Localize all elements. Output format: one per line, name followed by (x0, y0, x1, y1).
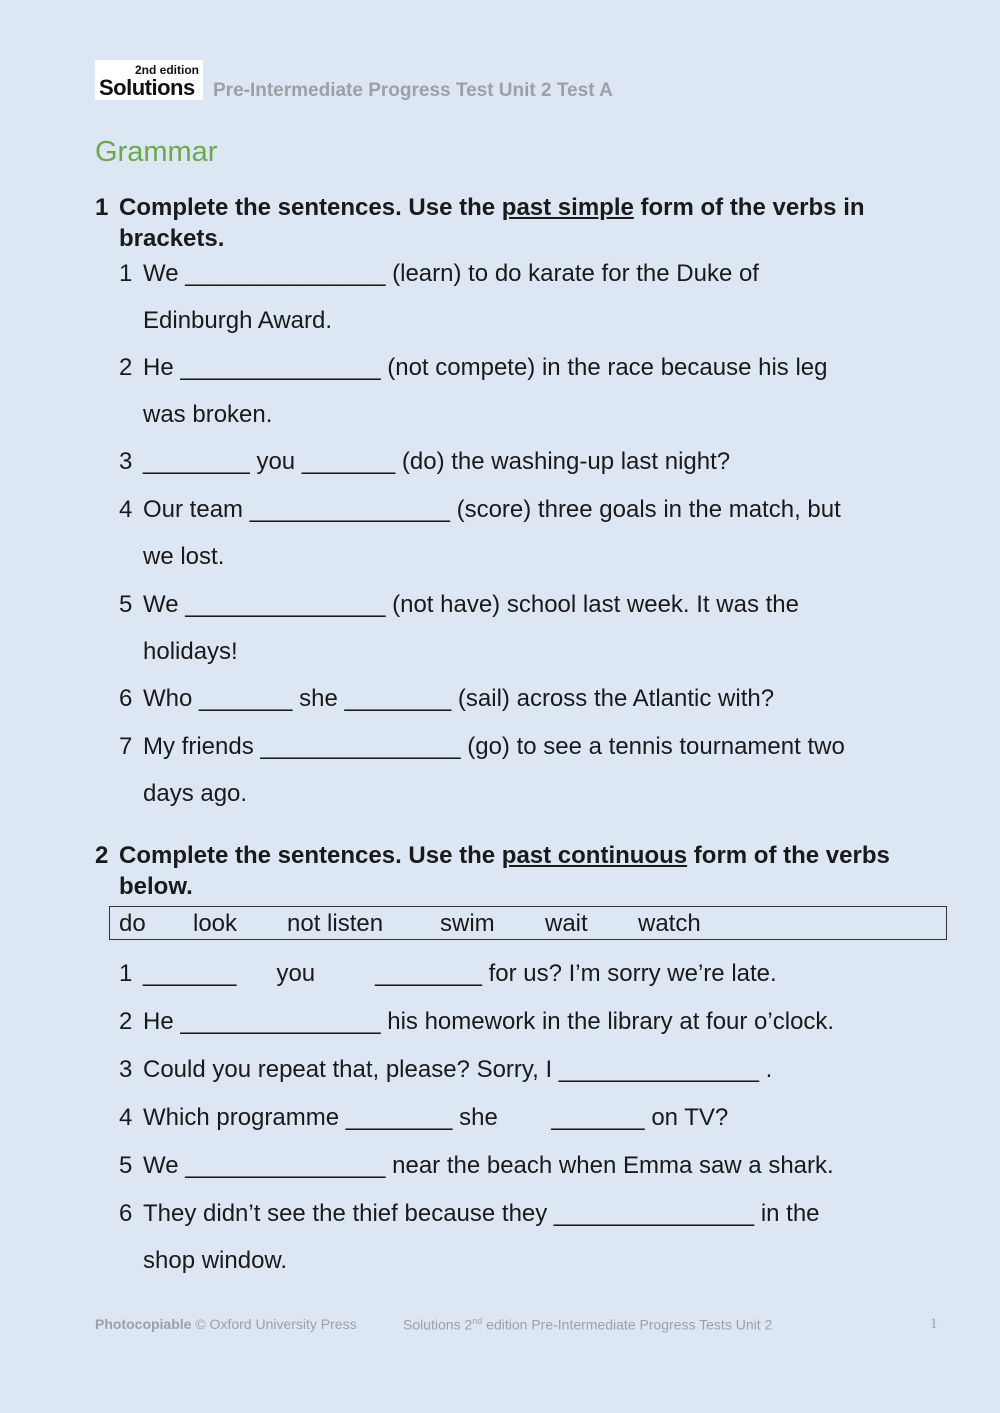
word-option: look (193, 910, 238, 937)
footer-book-post: edition Pre-Intermediate Progress Tests Unit 2 (482, 1316, 773, 1333)
exercise-1-number: 1 (95, 194, 109, 221)
item-text: Could you repeat that, please? Sorry, I _______________ . (143, 1056, 773, 1083)
instr-emphasis: past simple (501, 194, 634, 221)
item-text: ________ you _______ (do) the washing-up last night? (143, 448, 731, 475)
item-text: Our team _______________ (score) three goals in the match, but we lost. (143, 496, 841, 570)
item-text: _______ you ________ for us? I’m sorry we’re late. (143, 960, 777, 987)
item-number: 4 (119, 1104, 133, 1131)
item-number: 2 (119, 354, 133, 381)
item-number: 3 (119, 1056, 133, 1083)
item-number: 1 (119, 260, 133, 287)
item-text: He _______________ (not compete) in the race because his leg was broken. (143, 354, 828, 428)
footer-publisher: © Oxford University Press (195, 1316, 357, 1332)
ex2-item (119, 998, 939, 1045)
section-title: Grammar (95, 136, 218, 168)
exercise-1-instructions (95, 192, 945, 254)
page-number: 1 (930, 1316, 938, 1332)
item-number: 5 (119, 591, 133, 618)
exercise-1-text (119, 192, 945, 254)
instr-pre: Complete the sentences. Use the (119, 194, 502, 221)
footer-book-sup: nd (472, 1316, 483, 1326)
logo-edition: 2nd edition (135, 63, 199, 77)
instr-post: form of the verbs below. (119, 842, 890, 900)
item-text: My friends _______________ (go) to see a tennis tournament two days ago. (143, 733, 845, 807)
ex1-item (119, 250, 939, 344)
word-option: swim (440, 910, 495, 937)
ex1-item (119, 581, 939, 675)
item-number: 4 (119, 496, 133, 523)
item-number: 7 (119, 733, 133, 760)
exercise-2-number: 2 (95, 842, 109, 869)
item-text: We _______________ (learn) to do karate for the Duke of Edinburgh Award. (143, 260, 759, 334)
exercise-2-text (119, 840, 945, 902)
footer-photocopiable: Photocopiable (95, 1316, 192, 1332)
item-text: They didn’t see the thief because they _______________ in the shop window. (143, 1200, 820, 1274)
instr-emphasis: past continuous (501, 842, 688, 869)
item-number: 6 (119, 685, 133, 712)
ex1-item (119, 438, 939, 485)
instr-pre: Complete the sentences. Use the (119, 842, 502, 869)
item-text: Which programme ________ she _______ on TV? (143, 1104, 729, 1131)
exercise-2-instructions (95, 840, 945, 902)
ex2-item (119, 1094, 939, 1141)
item-number: 3 (119, 448, 133, 475)
item-text: We _______________ near the beach when Emma saw a shark. (143, 1152, 834, 1179)
footer-book-pre: Solutions 2 (403, 1316, 473, 1333)
word-option: do (119, 910, 146, 937)
word-option: not listen (287, 910, 384, 937)
ex1-item (119, 723, 939, 817)
ex1-item (119, 486, 939, 580)
solutions-logo (95, 60, 203, 100)
footer-book-title (403, 1316, 772, 1333)
ex1-item (119, 675, 939, 722)
footer-copyright (95, 1316, 357, 1332)
logo-brand: Solutions (99, 75, 195, 100)
item-number: 5 (119, 1152, 133, 1179)
item-number: 6 (119, 1200, 133, 1227)
item-text: He _______________ his homework in the library at four o’clock. (143, 1008, 835, 1035)
item-number: 2 (119, 1008, 133, 1035)
word-option: wait (545, 910, 588, 937)
ex1-item (119, 344, 939, 438)
ex2-item (119, 1046, 939, 1093)
item-text: Who _______ she ________ (sail) across the Atlantic with? (143, 685, 775, 712)
ex2-item (119, 950, 939, 997)
item-text: We _______________ (not have) school last week. It was the holidays! (143, 591, 799, 665)
word-option: watch (638, 910, 701, 937)
header-title: Pre-Intermediate Progress Test Unit 2 Test A (213, 80, 613, 101)
ex2-item (119, 1142, 939, 1189)
word-box (109, 906, 947, 940)
ex2-item (119, 1190, 939, 1284)
instr-post: form of the verbs in brackets. (119, 194, 865, 252)
item-number: 1 (119, 960, 133, 987)
